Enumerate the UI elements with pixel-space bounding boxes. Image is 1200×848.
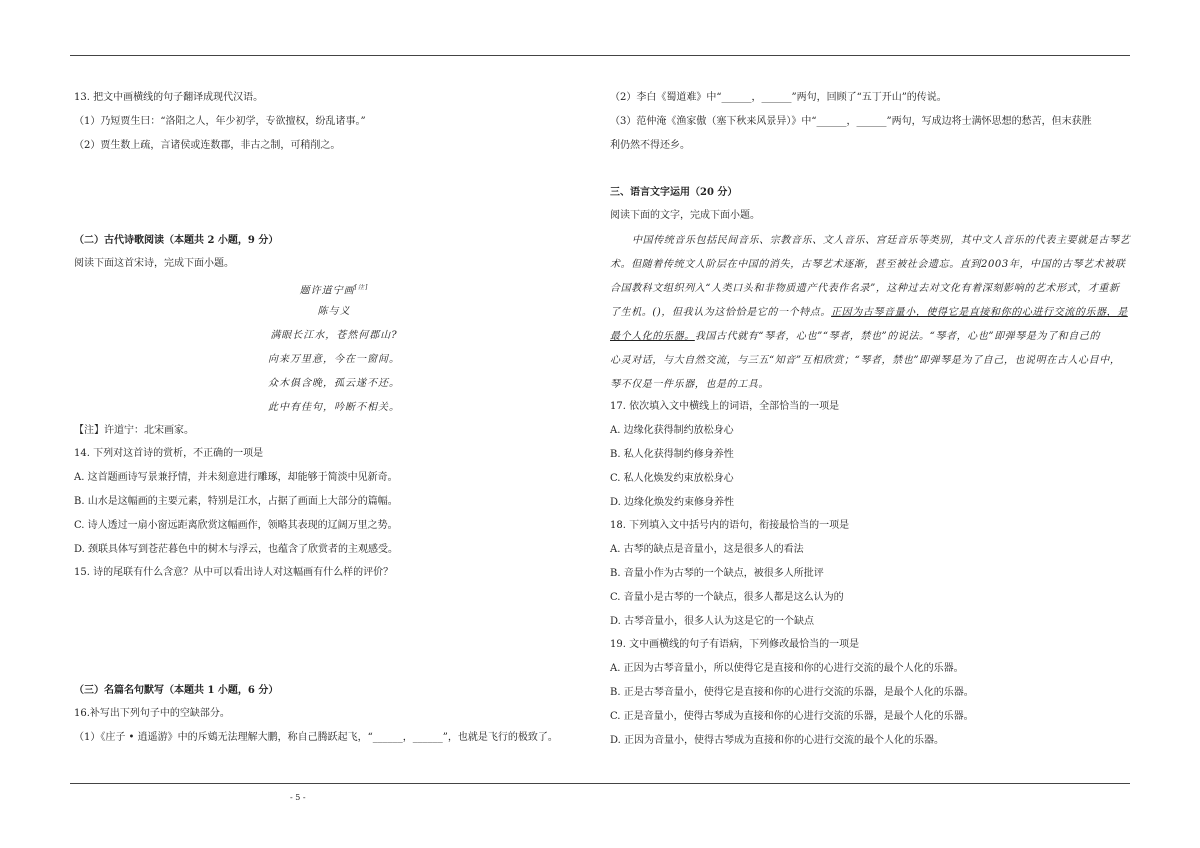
underlined-sentence-part-1: 正因为古琴音量小，使得它是直接和你的心进行交流的乐器，是 [831,307,1128,318]
q14-title: 14. 下列对这首诗的赏析，不正确的一项是 [74,448,264,459]
q14-option-a: A. 这首题画诗写景兼抒情，并未刻意进行雕琢，却能够于简淡中见新奇。 [74,472,398,483]
passage-line-1: 中国传统音乐包括民间音乐、宗教音乐、文人音乐、宫廷音乐等类别，其中文人音乐的代表主要就是古琴艺 [632,235,1131,246]
q16-sentence-3-line-2: 利仍然不得还乡。 [610,140,690,151]
q19-title: 19. 文中画横线的句子有语病，下列修改最恰当的一项是 [610,639,860,650]
q18-option-b: B. 音量小作为古琴的一个缺点，被很多人所批评 [610,568,824,579]
poem-author: 陈与义 [317,306,351,317]
q18-title: 18. 下列填入文中括号内的语句，衔接最恰当的一项是 [610,520,850,531]
top-rule [70,55,1130,56]
q16-sentence-2: （2）李白《蜀道难》中“______，______”两句，回顾了“五丁开山”的传说。 [610,92,947,103]
q15-title: 15. 诗的尾联有什么含意？从中可以看出诗人对这幅画有什么样的评价？ [74,567,394,578]
underlined-sentence-part-2: 最个人化的乐器。 [610,331,695,342]
q19-option-a: A. 正因为古琴音量小，所以使得它是直接和你的心进行交流的最个人化的乐器。 [610,663,964,674]
q14-option-c: C. 诗人透过一扇小窗远距离欣赏这幅画作，领略其表现的辽阔万里之势。 [74,520,398,531]
passage-line-7: 琴不仅是一件乐器，也是的工具。 [610,379,769,390]
poem-line-1: 满眼长江水，苍然何郡山? [270,330,398,341]
poem-note-marker: [注] [354,284,369,291]
q17-title: 17. 依次填入文中横线上的词语，全部恰当的一项是 [610,401,840,412]
q18-option-c: C. 音量小是古琴的一个缺点，很多人都是这么认为的 [610,592,844,603]
q19-option-c: C. 正是音量小，使得古琴成为直接和你的心进行交流的乐器，是最个人化的乐器。 [610,711,974,722]
passage-line-2: 术。但随着传统文人阶层在中国的消失，古琴艺术逐渐，甚至被社会遗忘。直到2003年，中国的古琴艺术被联 [610,259,1126,270]
passage-line-6: 心灵对话，与大自然交流，与三五“知音”互相欣赏；“琴者，禁也”即弹琴是为了自己，也说明在古人心目中， [610,355,1121,366]
poem-line-3: 众木俱含晚，孤云遂不还。 [268,378,400,389]
passage-line-3: 合国教科文组织列入“人类口头和非物质遗产代表作名录”，这种过去对文化有着深刻影响的艺术形式，才重新 [610,283,1120,294]
q16-sentence-3-line-1: （3）范仲淹《渔家傲（塞下秋来风景异）》中“______，______”两句，写成边将士满怀思想的愁苦，但末获胜 [610,116,1092,127]
q17-option-b: B. 私人化获得制约修身养性 [610,449,734,460]
page-number: - 5 - [290,793,306,802]
section-2-intro: 阅读下面这首宋诗，完成下面小题。 [74,258,234,269]
section-3-heading: （三）名篇名句默写（本题共 1 小题，6 分） [74,685,279,696]
passage-line-4: 了生机。()，但我认为这恰恰是它的一个特点。正因为古琴音量小，使得它是直接和你的心进行交流的乐器，是 [610,307,1128,318]
poem-note: 【注】许道宁：北宋画家。 [74,425,194,436]
poem-line-4: 此中有佳句，吟断不相关。 [268,402,400,413]
poem-title: 题许道宁画[注] [299,284,369,297]
q14-option-d: D. 颈联具体写到苍茫暮色中的树木与浮云，也蕴含了欣赏者的主观感受。 [74,544,399,555]
section-2-heading: （二）古代诗歌阅读（本题共 2 小题，9 分） [74,235,279,246]
q17-option-d: D. 边缘化焕发约束修身养性 [610,497,735,508]
q14-option-b: B. 山水是这幅画的主要元素，特别是江水，占据了画面上大部分的篇幅。 [74,496,398,507]
bottom-rule [70,783,1130,784]
section-language-intro: 阅读下面的文字，完成下面小题。 [610,210,760,221]
passage-line-5: 最个人化的乐器。我国古代就有“琴者，心也”“琴者，禁也”的说法。“琴者，心也”即弹琴是为了和自己的 [610,331,1101,342]
q19-option-d: D. 正因为音量小，使得古琴成为直接和你的心进行交流的最个人化的乐器。 [610,735,945,746]
q17-option-a: A. 边缘化获得制约放松身心 [610,425,734,436]
q16-title: 16.补写出下列句子中的空缺部分。 [74,708,230,719]
q16-sentence-1: （1）《庄子 • 逍遥游》中的斥鴳无法理解大鹏，称自己腾跃起飞，“______，______”，也就是飞行的极致了。 [74,732,558,743]
q18-option-d: D. 古琴音量小，很多人认为这是它的一个缺点 [610,616,815,627]
q19-option-b: B. 正是古琴音量小，使得它是直接和你的心进行交流的乐器，是最个人化的乐器。 [610,687,974,698]
poem-line-2: 向来万里意，今在一窗间。 [268,354,400,365]
q13-sentence-2: （2）贾生数上疏，言诸侯或连数郡，非古之制，可稍削之。 [74,140,341,151]
q13-sentence-1: （1）乃短贾生曰：“洛阳之人，年少初学，专欲擅权，纷乱诸事。” [74,116,366,127]
q18-option-a: A. 古琴的缺点是音量小，这是很多人的看法 [610,544,804,555]
section-language-heading: 三、语言文字运用（20 分） [610,187,738,198]
q17-option-c: C. 私人化焕发约束放松身心 [610,473,734,484]
q13-title: 13. 把文中画横线的句子翻译成现代汉语。 [74,92,264,103]
